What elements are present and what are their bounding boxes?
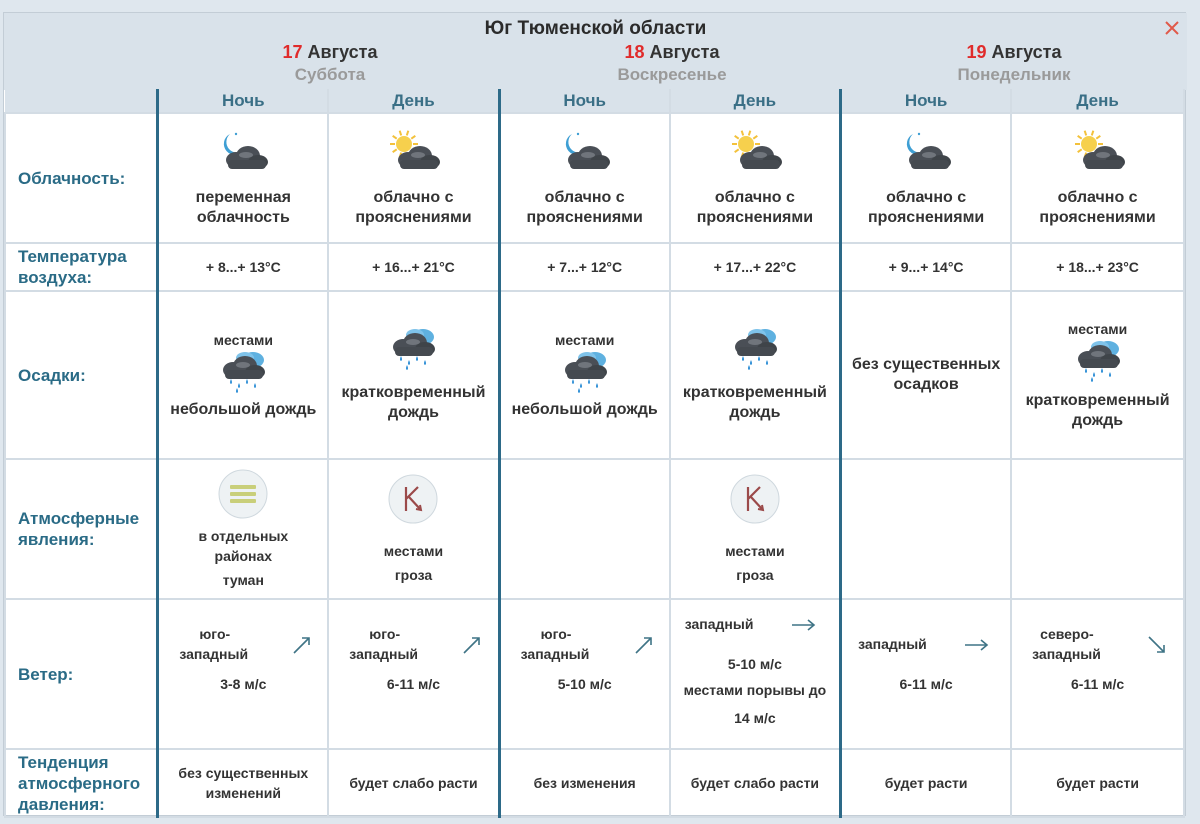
trend-label-2: атмосферного	[18, 773, 141, 793]
precip-text-2: дождь	[387, 404, 439, 421]
day-month: Августа	[649, 42, 720, 62]
trend-cell	[158, 749, 328, 817]
cloud-cell	[499, 113, 670, 243]
south-east-arrow-icon	[1146, 634, 1168, 656]
cloud-label: Облачность:	[5, 113, 158, 243]
atmo-label-1: Атмосферные	[18, 509, 140, 528]
precip-text-1: небольшой дождь	[511, 401, 658, 418]
weekday-name: Понедельник	[957, 65, 1071, 84]
day-header-3	[844, 41, 1184, 87]
wind-row	[5, 599, 1184, 749]
east-arrow-icon	[791, 618, 817, 632]
day-number: 18	[624, 42, 645, 62]
rain-cloud-icon	[559, 350, 611, 394]
wind-speed: 6-11 м/с	[1070, 676, 1125, 692]
wind-direction-1: северо-	[1040, 626, 1094, 642]
atmo-cell	[670, 459, 841, 599]
wind-cell	[499, 599, 670, 749]
day-header-1	[160, 41, 500, 87]
cloud-cell	[841, 113, 1012, 243]
wind-speed: 6-11 м/с	[899, 676, 953, 692]
wind-direction-2: западный	[1032, 646, 1101, 662]
trend-text: будет расти	[1011, 749, 1184, 817]
cloud-text-2: прояснениями	[1039, 209, 1156, 226]
phase-day: День	[328, 89, 499, 113]
day-month: Августа	[991, 42, 1062, 62]
trend-label-3: давления:	[18, 794, 105, 814]
trend-text-2: изменений	[205, 785, 281, 801]
precip-qualifier: местами	[555, 332, 615, 348]
wind-cell	[841, 599, 1012, 749]
cloud-text-2: облачность	[196, 209, 290, 226]
wind-cell	[328, 599, 499, 749]
precip-cell	[841, 291, 1012, 459]
temperature-value: + 17...+ 22°C	[670, 243, 841, 291]
wind-direction-2: западный	[349, 646, 419, 662]
north-east-arrow-icon	[633, 634, 655, 656]
trend-text: будет слабо расти	[328, 749, 499, 817]
wind-direction-2: западный	[179, 646, 249, 662]
atmo-cell-empty	[1011, 459, 1184, 599]
cloud-cell	[1011, 113, 1184, 243]
precip-cell	[328, 291, 499, 459]
trend-label	[5, 749, 158, 817]
phase-night: Ночь	[841, 89, 1012, 113]
cloud-cell	[670, 113, 841, 243]
temperature-value: + 8...+ 13°C	[158, 243, 328, 291]
wind-speed: 5-10 м/с	[727, 656, 782, 672]
precip-text-1: кратковременный	[682, 384, 827, 401]
forecast-panel	[3, 12, 1186, 816]
sun-cloud-icon	[728, 128, 782, 174]
trend-label-1: Тенденция	[18, 752, 109, 772]
cloud-text-2: прояснениями	[355, 209, 472, 226]
wind-cell	[1011, 599, 1184, 749]
trend-text: будет расти	[841, 749, 1012, 817]
precip-text-1: кратковременный	[341, 384, 486, 401]
precip-text-1: кратковременный	[1025, 392, 1170, 409]
phase-night: Ночь	[499, 89, 670, 113]
temperature-row	[5, 243, 1184, 291]
day-header-2	[502, 41, 842, 87]
rain-cloud-icon	[1072, 339, 1124, 383]
trend-text: без изменения	[499, 749, 670, 817]
wind-cell	[158, 599, 328, 749]
precip-cell	[499, 291, 670, 459]
rain-cloud-icon	[217, 350, 269, 394]
wind-gust-value: 14 м/с	[734, 710, 776, 726]
rain-cloud-icon	[729, 327, 781, 371]
cloud-text-1: облачно с	[373, 189, 454, 206]
atmo-text-3: туман	[222, 572, 264, 588]
wind-gust-text: местами порывы до	[683, 682, 827, 698]
cloud-text-2: прояснениями	[867, 209, 985, 226]
temperature-value: + 9...+ 14°C	[841, 243, 1012, 291]
day-number: 17	[282, 42, 303, 62]
moon-cloud-icon	[558, 128, 612, 174]
phase-night: Ночь	[158, 89, 328, 113]
cloud-text-2: прояснениями	[696, 209, 814, 226]
forecast-header	[4, 13, 1187, 90]
cloud-cell	[328, 113, 499, 243]
precip-cell	[158, 291, 328, 459]
precip-row	[5, 291, 1184, 459]
east-arrow-icon	[964, 638, 990, 652]
atmo-text-2: гроза	[394, 567, 433, 583]
atmo-label-2: явления:	[18, 530, 95, 549]
wind-direction-2: западный	[520, 646, 590, 662]
rain-cloud-icon	[387, 327, 439, 371]
fog-icon	[217, 468, 269, 520]
precip-qualifier: местами	[213, 332, 273, 348]
wind-cell	[670, 599, 841, 749]
atmo-label	[5, 459, 158, 599]
atmo-row	[5, 459, 1184, 599]
atmo-cell-empty	[499, 459, 670, 599]
temperature-label-1: Температура	[18, 247, 127, 266]
atmo-text-1: в отдельных	[198, 528, 289, 544]
atmo-cell	[158, 459, 328, 599]
precip-text-2: дождь	[729, 404, 781, 421]
temperature-label	[5, 243, 158, 291]
precip-text-2: осадков	[893, 376, 959, 393]
day-month: Августа	[307, 42, 378, 62]
phase-day: День	[670, 89, 841, 113]
cloud-text-1: облачно с	[1057, 189, 1138, 206]
moon-cloud-icon	[899, 128, 953, 174]
sun-cloud-icon	[1071, 128, 1125, 174]
atmo-text-2: гроза	[736, 567, 774, 583]
atmo-cell-empty	[841, 459, 1012, 599]
temperature-value: + 7...+ 12°C	[499, 243, 670, 291]
cloud-text-1: переменная	[195, 189, 291, 206]
trend-row	[5, 749, 1184, 817]
north-east-arrow-icon	[291, 634, 313, 656]
moon-cloud-icon	[216, 128, 270, 174]
atmo-text-1: местами	[725, 543, 785, 559]
wind-label: Ветер:	[5, 599, 158, 749]
region-title: Юг Тюменской области	[484, 18, 707, 39]
close-icon[interactable]	[1163, 19, 1181, 37]
precip-text-2: дождь	[1072, 412, 1124, 429]
day-number: 19	[966, 42, 987, 62]
temperature-value: + 18...+ 23°C	[1011, 243, 1184, 291]
sun-cloud-icon	[386, 128, 440, 174]
phase-row	[5, 89, 1184, 113]
atmo-text-2: районах	[214, 548, 273, 564]
precip-label: Осадки:	[5, 291, 158, 459]
temperature-label-2: воздуха:	[18, 268, 93, 287]
forecast-table	[4, 89, 1185, 818]
cloud-text-1: облачно с	[544, 189, 625, 206]
wind-direction-1: западный	[684, 616, 754, 632]
atmo-cell	[328, 459, 499, 599]
cloud-row	[5, 113, 1184, 243]
phase-corner	[5, 89, 158, 113]
atmo-text-1: местами	[383, 543, 444, 559]
cloud-text-2: прояснениями	[526, 209, 643, 226]
precip-text-1: небольшой дождь	[170, 401, 317, 418]
cloud-cell	[158, 113, 328, 243]
cloud-text-1: облачно с	[714, 189, 795, 206]
temperature-value: + 16...+ 21°C	[328, 243, 499, 291]
wind-direction-1: юго-	[199, 626, 231, 642]
precip-cell	[670, 291, 841, 459]
wind-direction-1: западный	[858, 636, 927, 652]
weekday-name: Воскресенье	[617, 65, 727, 84]
weekday-name: Суббота	[294, 65, 366, 84]
trend-text: будет слабо расти	[670, 749, 841, 817]
thunderstorm-icon	[729, 473, 781, 525]
wind-direction-1: юго-	[540, 626, 572, 642]
wind-speed: 5-10 м/с	[557, 676, 612, 692]
wind-direction-1: юго-	[369, 626, 401, 642]
north-east-arrow-icon	[461, 634, 483, 656]
thunderstorm-icon	[387, 473, 439, 525]
precip-cell	[1011, 291, 1184, 459]
precip-text-1: без существенных	[851, 356, 1001, 373]
cloud-text-1: облачно с	[886, 189, 967, 206]
wind-speed: 6-11 м/с	[386, 676, 441, 692]
trend-text-1: без существенных	[178, 765, 309, 781]
phase-day: День	[1011, 89, 1184, 113]
precip-qualifier: местами	[1067, 321, 1128, 337]
wind-speed: 3-8 м/с	[220, 676, 267, 692]
